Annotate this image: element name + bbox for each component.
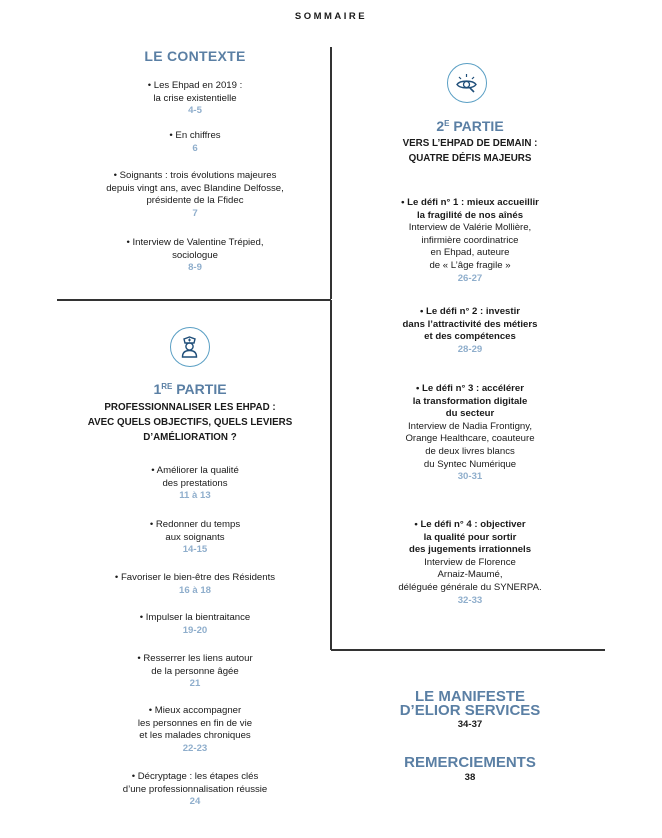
page-number: 22-23 [182,742,208,754]
eye-icon [447,63,487,103]
page-number: 38 [464,772,476,783]
partie1-entry-3[interactable]: • Favoriser le bien-être des Résidents 16 à 18 [70,572,320,597]
vertical-divider-top [330,47,332,299]
manifeste-entry[interactable] [345,690,595,732]
partie2-entry-3[interactable]: • Le défi n° 3 : accélérer la transformation digitale du secteur Interview de Nadia Frontigny, Orange Healthcare, coauteure de deux livres blancs du Syntec Numérique 30-31 [345,383,595,484]
contexte-entry-2[interactable]: • En chiffres 6 [70,130,320,155]
partie1-title: 1RE PARTIE [153,381,227,397]
page-number: 26-27 [457,272,483,284]
page-number: 4-5 [188,105,202,117]
partie2-subtitle: VERS L’EHPAD DE DEMAIN : QUATRE DÉFIS MAJEURS [402,138,538,164]
nurse-icon [170,327,210,367]
page-number: 34-37 [457,719,483,730]
page-number: 32-33 [457,594,483,606]
page-number: 6 [192,142,198,154]
page-title: SOMMAIRE [294,11,368,22]
horizontal-divider-left [57,299,331,301]
partie1-entry-5[interactable]: • Resserrer les liens autour de la personne âgée 21 [70,653,320,691]
contexte-entry-4[interactable]: • Interview de Valentine Trépied, sociologue 8-9 [70,237,320,275]
partie1-entry-6[interactable]: • Mieux accompagner les personnes en fin de vie et les malades chroniques 22-23 [70,705,320,755]
partie1-header [60,381,320,445]
page-number: 7 [192,207,198,219]
partie1-entry-1[interactable]: • Améliorer la qualité des prestations 11 à 13 [70,465,320,503]
contexte-heading: LE CONTEXTE [144,48,246,64]
contexte-section [70,48,320,64]
page-number: 19-20 [182,624,208,636]
partie1-entry-2[interactable]: • Redonner du temps aux soignants 14-15 [70,519,320,557]
partie2-header [340,118,600,166]
page-number: 28-29 [457,343,483,355]
page-number: 24 [189,796,201,808]
partie1-subtitle: PROFESSIONNALISER LES EHPAD : AVEC QUELS OBJECTIFS, QUELS LEVIERS D’AMÉLIORATION ? [87,402,293,443]
partie2-entry-4[interactable]: • Le défi n° 4 : objectiver la qualité pour sortir des jugements irrationnels Interview de Florence Arnaiz-Maumé, déléguée générale du SYNERPA. 32-33 [345,519,595,607]
partie2-title: $2^E$ PARTIE [436,118,504,134]
horizontal-divider-right [331,649,605,651]
page-number: 16 à 18 [178,584,211,596]
vertical-divider-bottom [330,300,332,650]
remerciements-entry[interactable] [345,756,595,785]
contexte-entry-1[interactable]: • Les Ehpad en 2019 : la crise existentielle 4-5 [70,80,320,118]
remerciements-heading: REMERCIEMENTS [404,754,536,771]
manifeste-heading: LE MANIFESTE D’ELIOR SERVICES [399,688,541,719]
page-number: 8-9 [188,262,202,274]
page-number: 11 à 13 [179,490,211,502]
partie1-entry-7[interactable]: • Décryptage : les étapes clés d’une professionnalisation réussie 24 [70,771,320,809]
page-number: 14-15 [182,544,208,556]
partie2-entry-2[interactable]: • Le défi n° 2 : investir dans l’attractivité des métiers et des compétences 28-29 [345,306,595,356]
contexte-entry-3[interactable]: • Soignants : trois évolutions majeures depuis vingt ans, avec Blandine Delfosse, présidente de la Ffidec 7 [70,170,320,220]
page-number: 30-31 [457,471,483,483]
partie1-entry-4[interactable]: • Impulser la bientraitance 19-20 [70,612,320,637]
partie2-entry-1[interactable]: • Le défi n° 1 : mieux accueillir la fragilité de nos aînés Interview de Valérie Mollière, infirmière coordinatrice en Ehpad, auteure de « L’âge fragile » 26-27 [345,197,595,285]
page-number: 21 [189,678,201,690]
